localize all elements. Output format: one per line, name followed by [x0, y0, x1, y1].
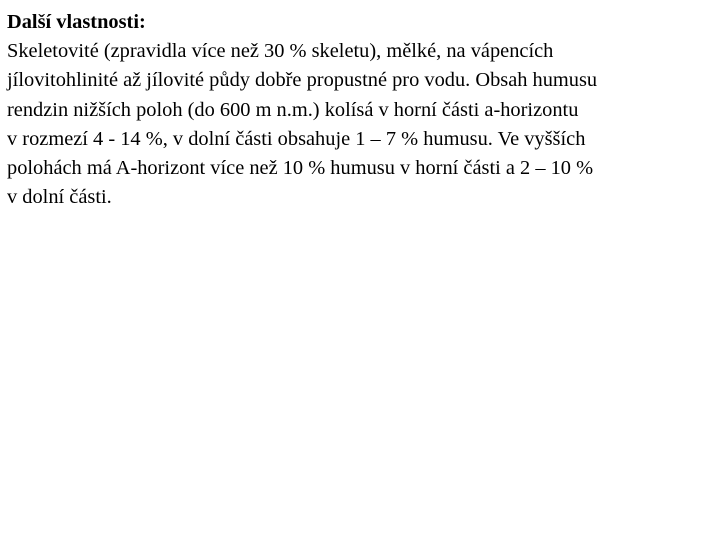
- section-heading: Další vlastnosti:: [7, 11, 146, 33]
- paragraph-line: rendzin nižších poloh (do 600 m n.m.) kolísá v horní části a-horizontu: [7, 98, 579, 121]
- paragraph-line: v rozmezí 4 - 14 %, v dolní části obsahuje 1 – 7 % humusu. Ve vyšších: [7, 127, 586, 150]
- paragraph-line: jílovitohlinité až jílovité půdy dobře propustné pro vodu. Obsah humusu: [7, 69, 598, 92]
- paragraph-line: v dolní části.: [7, 186, 112, 209]
- paragraph-line: Skeletovité (zpravidla více než 30 % skeletu), mělké, na vápencích: [7, 40, 554, 63]
- paragraph-line: polohách má A-horizont více než 10 % humusu v horní části a 2 – 10 %: [7, 157, 594, 180]
- text-block: [7, 8, 713, 212]
